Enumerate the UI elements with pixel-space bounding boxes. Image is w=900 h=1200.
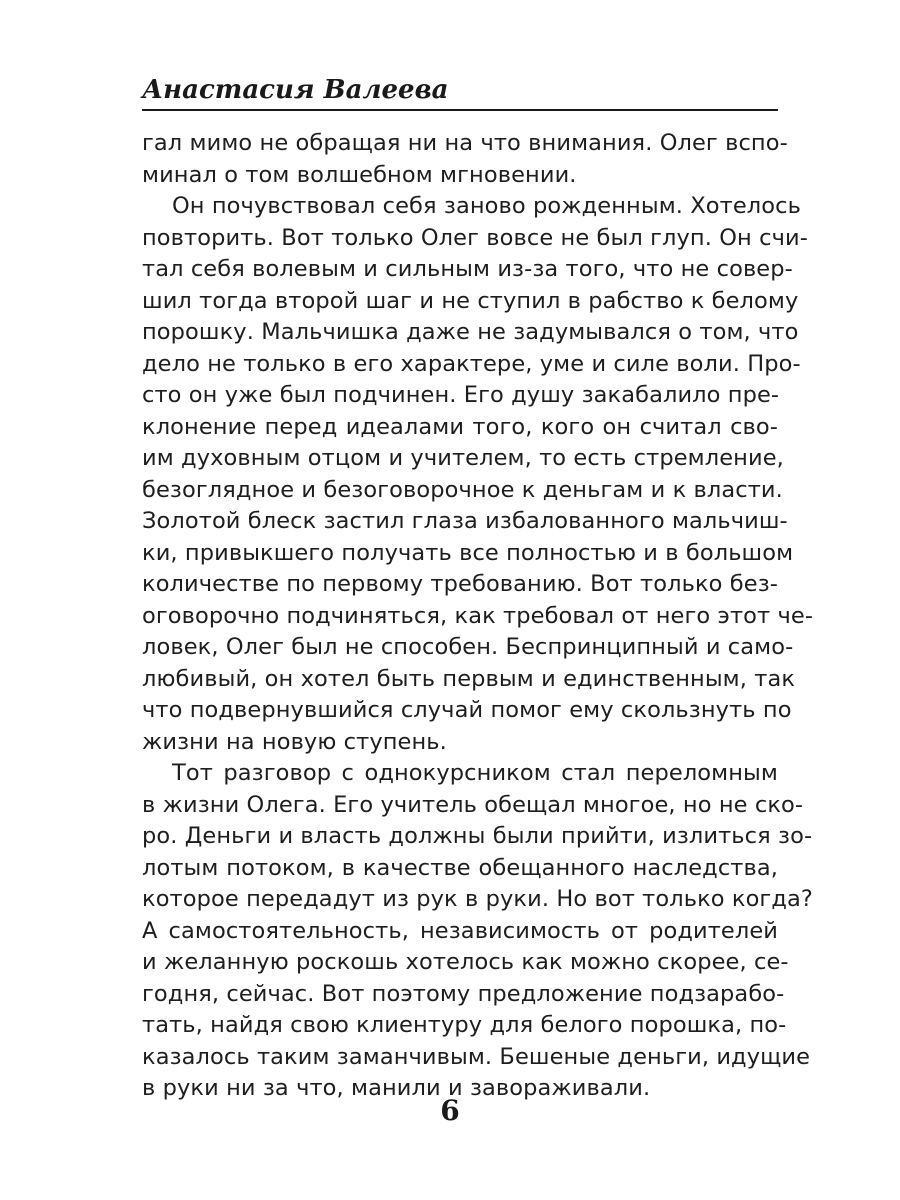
text-line: Тот разговор с однокурсником стал переломным [172, 760, 778, 786]
text-line: лотым потоком, в качестве обещанного наследства, [142, 854, 778, 881]
text-line: клонение перед идеалами того, кого он считал сво- [142, 413, 778, 440]
page-number: 6 [440, 1094, 460, 1127]
text-line: Он почувствовал себя заново рожденным. Хотелось [172, 193, 801, 219]
text-line: шил тогда второй шаг и не ступил в рабство к белому [142, 287, 799, 314]
text-line: годня, сейчас. Вот поэтому предложение подзарабо- [142, 980, 785, 1007]
text-line: им духовным отцом и учителем, то есть стремление, [142, 445, 784, 471]
text-line: жизни на новую ступень. [142, 728, 447, 755]
text-line: безоглядное и безоговорочное к деньгам и к власти. [142, 476, 783, 503]
text-line: дело не только в его характере, уме и силе воли. Про- [142, 350, 801, 377]
text-line: минал о том волшебном мгновении. [142, 161, 577, 188]
text-line: которое передадут из рук в руки. Но вот только когда? [142, 886, 813, 912]
text-line: в жизни Олега. Его учитель обещал многое, но не ско- [142, 791, 804, 818]
text-line: А самостоятельность, независимость от родителей [142, 917, 778, 944]
text-line: гал мимо не обращая ни на что внимания. Олег вспо- [142, 130, 788, 156]
header-rule [142, 109, 778, 111]
text-line: сто он уже был подчинен. Его душу закабалило пре- [142, 382, 780, 408]
text-line: оговорочно подчиняться, как требовал от него этот че- [142, 602, 814, 629]
running-head-author: Анастасия Валеева [142, 75, 449, 105]
text-line: Золотой блеск застил глаза избалованного мальчиш- [142, 508, 788, 534]
text-line: любивый, он хотел быть первым и единственным, так [142, 665, 796, 692]
text-line: повторить. Вот только Олег вовсе не был глуп. Он счи- [142, 224, 808, 251]
text-line: в руки ни за что, манили и завораживали. [142, 1075, 651, 1101]
text-line: ки, привыкшего получать все полностью и в большом [142, 539, 794, 566]
text-line: тать, найдя свою клиентуру для белого порошка, по- [142, 1012, 787, 1038]
text-line: тал себя волевым и сильным из-за того, что не совер- [142, 256, 793, 282]
text-line: ро. Деньги и власть должны были прийти, излиться зо- [142, 823, 813, 849]
text-line: ловек, Олег был не способен. Беспринципный и само- [142, 634, 794, 660]
text-line: порошку. Мальчишка даже не задумывался о том, что [142, 319, 799, 345]
text-line: и желанную роскошь хотелось как можно скорее, се- [142, 949, 789, 975]
text-line: что подвернувшийся случай помог ему скользнуть по [142, 697, 792, 723]
text-line: количестве по первому требованию. Вот только без- [142, 571, 778, 597]
body-text [142, 128, 814, 1105]
text-line: казалось таким заманчивым. Бешеные деньги, идущие [142, 1043, 811, 1070]
